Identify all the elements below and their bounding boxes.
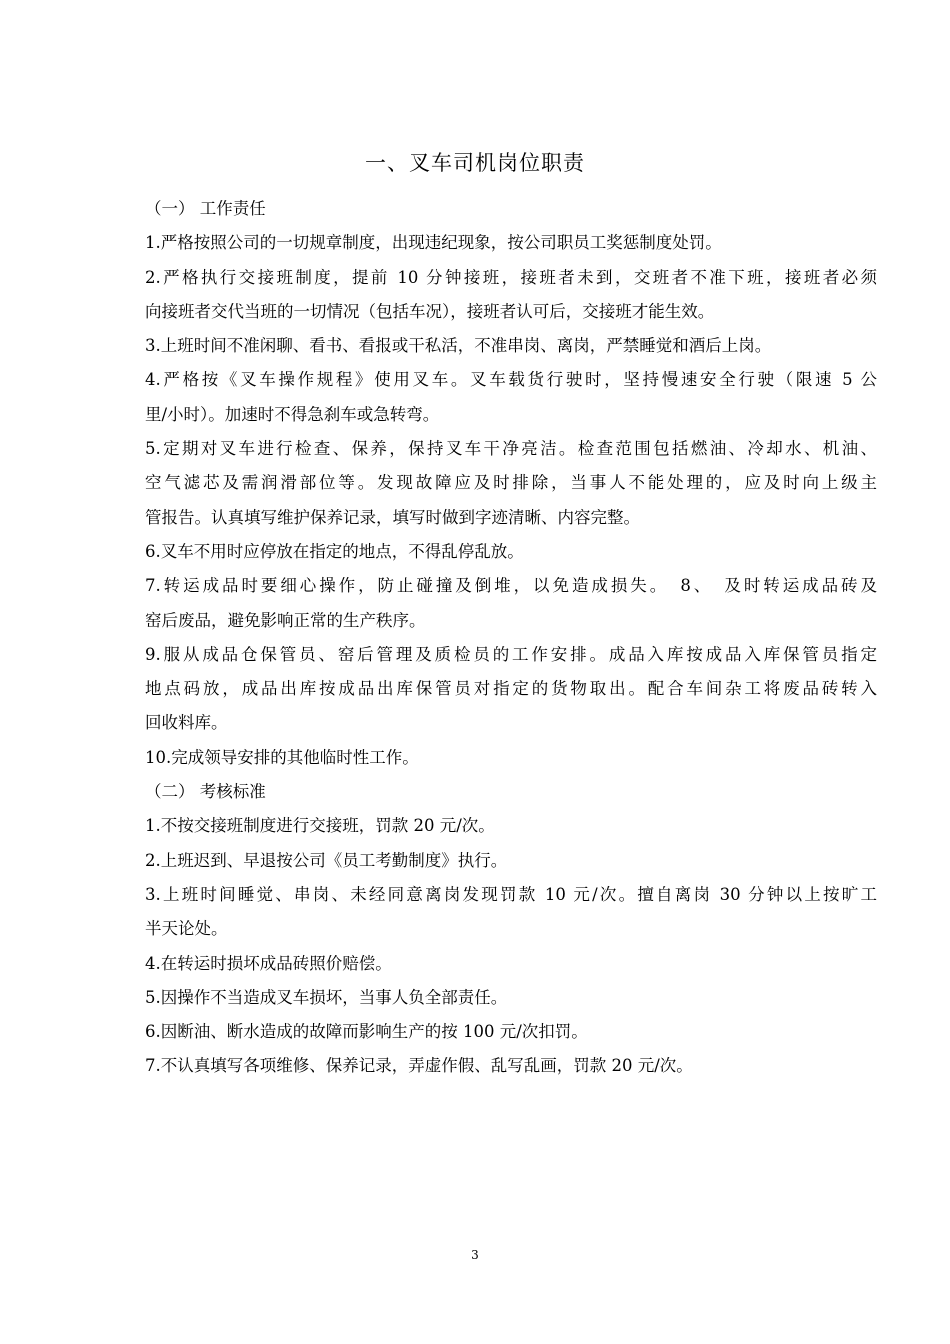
paragraph-line: 5.因操作不当造成叉车损坏，当事人负全部责任。 — [145, 987, 508, 1007]
paragraph-line: 回收料库。 — [145, 713, 228, 733]
paragraph-line: 地点码放，成品出库按成品出库保管员对指定的货物取出。配合车间杂工将废品砖转入 — [145, 679, 877, 699]
paragraph-line: 9.服从成品仓保管员、窑后管理及质检员的工作安排。成品入库按成品入库保管员指定 — [145, 644, 877, 664]
paragraph-line: 1.严格按照公司的一切规章制度，出现违纪现象，按公司职员工奖惩制度处罚。 — [145, 233, 722, 253]
page-title: 一、叉车司机岗位职责 — [365, 151, 585, 175]
paragraph-line: 3.上班时间睡觉、串岗、未经同意离岗发现罚款 10 元/次。擅自离岗 30 分钟以上按旷工 — [145, 884, 877, 904]
paragraph-line: 5.定期对叉车进行检查、保养，保持叉车干净亮洁。检查范围包括燃油、冷却水、机油、 — [145, 439, 877, 459]
paragraph-line: 窑后废品，避免影响正常的生产秩序。 — [145, 610, 426, 630]
paragraph-line: 管报告。认真填写维护保养记录，填写时做到字迹清晰、内容完整。 — [145, 507, 640, 527]
paragraph-line: 6.因断油、断水造成的故障而影响生产的按 100 元/次扣罚。 — [145, 1022, 588, 1042]
section-heading-work-responsibility: （一） 工作责任 — [145, 199, 266, 218]
paragraph-line: 向接班者交代当班的一切情况（包括车况），接班者认可后，交接班才能生效。 — [145, 301, 715, 321]
body-text — [145, 192, 877, 1084]
paragraph-line: 2.上班迟到、早退按公司《员工考勤制度》执行。 — [145, 850, 508, 870]
paragraph-line: 7.不认真填写各项维修、保养记录，弄虚作假、乱写乱画，罚款 20 元/次。 — [145, 1056, 693, 1076]
paragraph-line: 半天论处。 — [145, 919, 228, 939]
page-number: 3 — [471, 1248, 479, 1262]
paragraph-line: 空气滤芯及需润滑部位等。发现故障应及时排除，当事人不能处理的，应及时向上级主 — [145, 473, 877, 493]
paragraph-line: 10.完成领导安排的其他临时性工作。 — [145, 747, 419, 767]
paragraph-line: 7.转运成品时要细心操作，防止碰撞及倒堆，以免造成损失。 8、 及时转运成品砖及 — [145, 576, 877, 596]
paragraph-line: 4.在转运时损坏成品砖照价赔偿。 — [145, 953, 392, 973]
paragraph-line: 4.严格按《叉车操作规程》使用叉车。叉车载货行驶时，坚持慢速安全行驶（限速 5 公 — [145, 370, 877, 390]
section-heading-assessment-standard: （二） 考核标准 — [145, 782, 266, 802]
paragraph-line: 6.叉车不用时应停放在指定的地点，不得乱停乱放。 — [145, 541, 524, 561]
paragraph-line: 1.不按交接班制度进行交接班，罚款 20 元/次。 — [145, 816, 495, 836]
paragraph-line: 里/小时）。加速时不得急刹车或急转弯。 — [145, 404, 440, 424]
paragraph-line: 2.严格执行交接班制度，提前 10 分钟接班，接班者未到，交班者不准下班，接班者必须 — [145, 267, 877, 287]
paragraph-line: 3.上班时间不准闲聊、看书、看报或干私活，不准串岗、离岗，严禁睡觉和酒后上岗。 — [145, 336, 772, 356]
